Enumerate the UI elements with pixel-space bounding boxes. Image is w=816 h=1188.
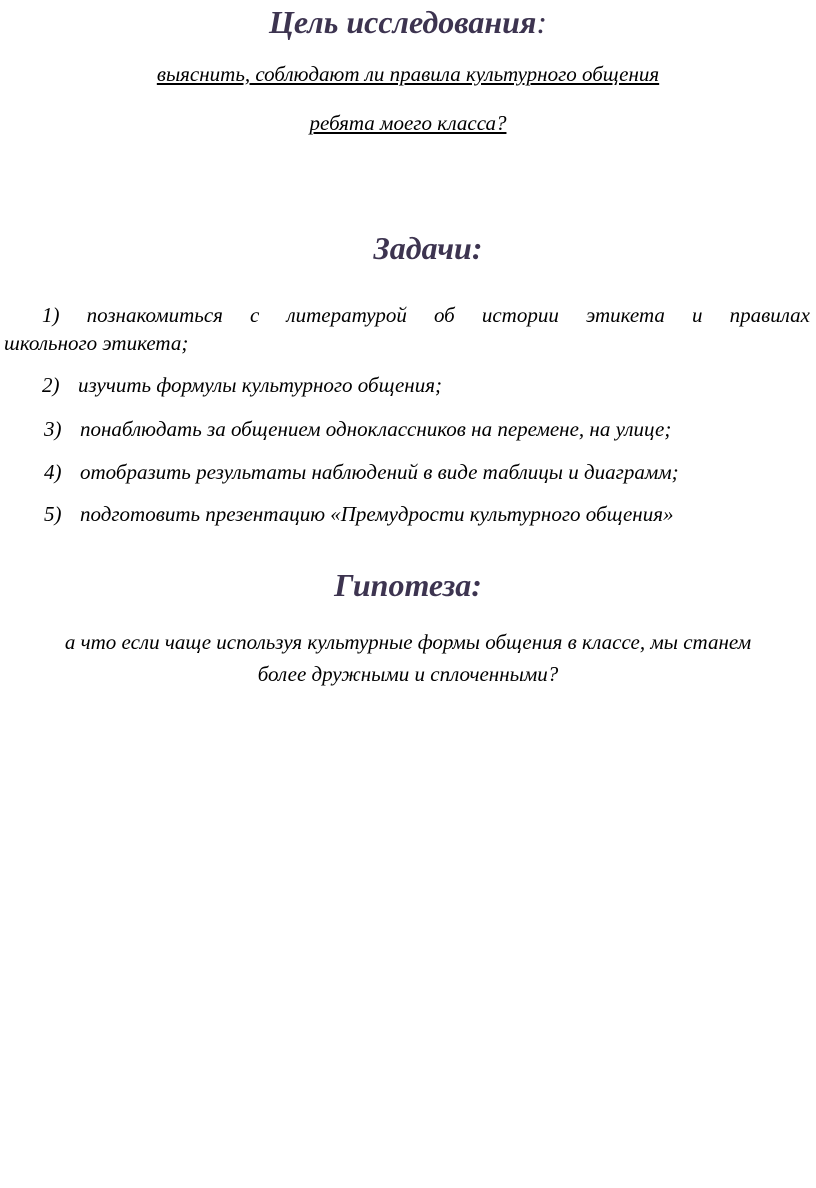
goal-heading-colon: : [536,4,548,40]
task-item-1-text: познакомиться с литературой об истории этикета и правилах [86,303,811,327]
hypothesis-text-line-1: а что если чаще используя культурные формы общения в классе, мы станем [64,630,752,654]
task-item-3-number: 3) [44,417,62,441]
task-item-2 [42,375,442,396]
hypothesis-text-line-2: более дружными и сплоченными? [257,662,559,686]
task-item-4-number: 4) [44,460,62,484]
task-item-3-text: понаблюдать за общением одноклассников на перемене, на улице; [80,417,672,441]
goal-text-line-1: выяснить, соблюдают ли правила культурного общения [156,62,660,86]
goal-heading-text: Цель исследования [268,4,537,40]
task-item-1-number: 1) [42,303,60,327]
hypothesis-heading: Гипотеза: [334,567,482,603]
task-item-4 [44,462,679,483]
task-item-1-line-2: школьного этикета; [4,331,189,355]
task-item-2-text: изучить формулы культурного общения; [78,373,442,397]
tasks-heading: Задачи: [373,230,483,266]
goal-text-line-2: ребята моего класса? [309,111,507,135]
task-item-1-line-1 [4,301,810,329]
task-item-5 [44,504,673,525]
task-item-1 [4,301,810,357]
task-item-5-number: 5) [44,502,62,526]
task-item-2-number: 2) [42,373,60,397]
goal-heading [0,6,816,38]
task-item-4-text: отобразить результаты наблюдений в виде таблицы и диаграмм; [80,460,679,484]
task-item-5-text: подготовить презентацию «Премудрости культурного общения» [80,502,674,526]
task-item-3 [44,419,671,440]
